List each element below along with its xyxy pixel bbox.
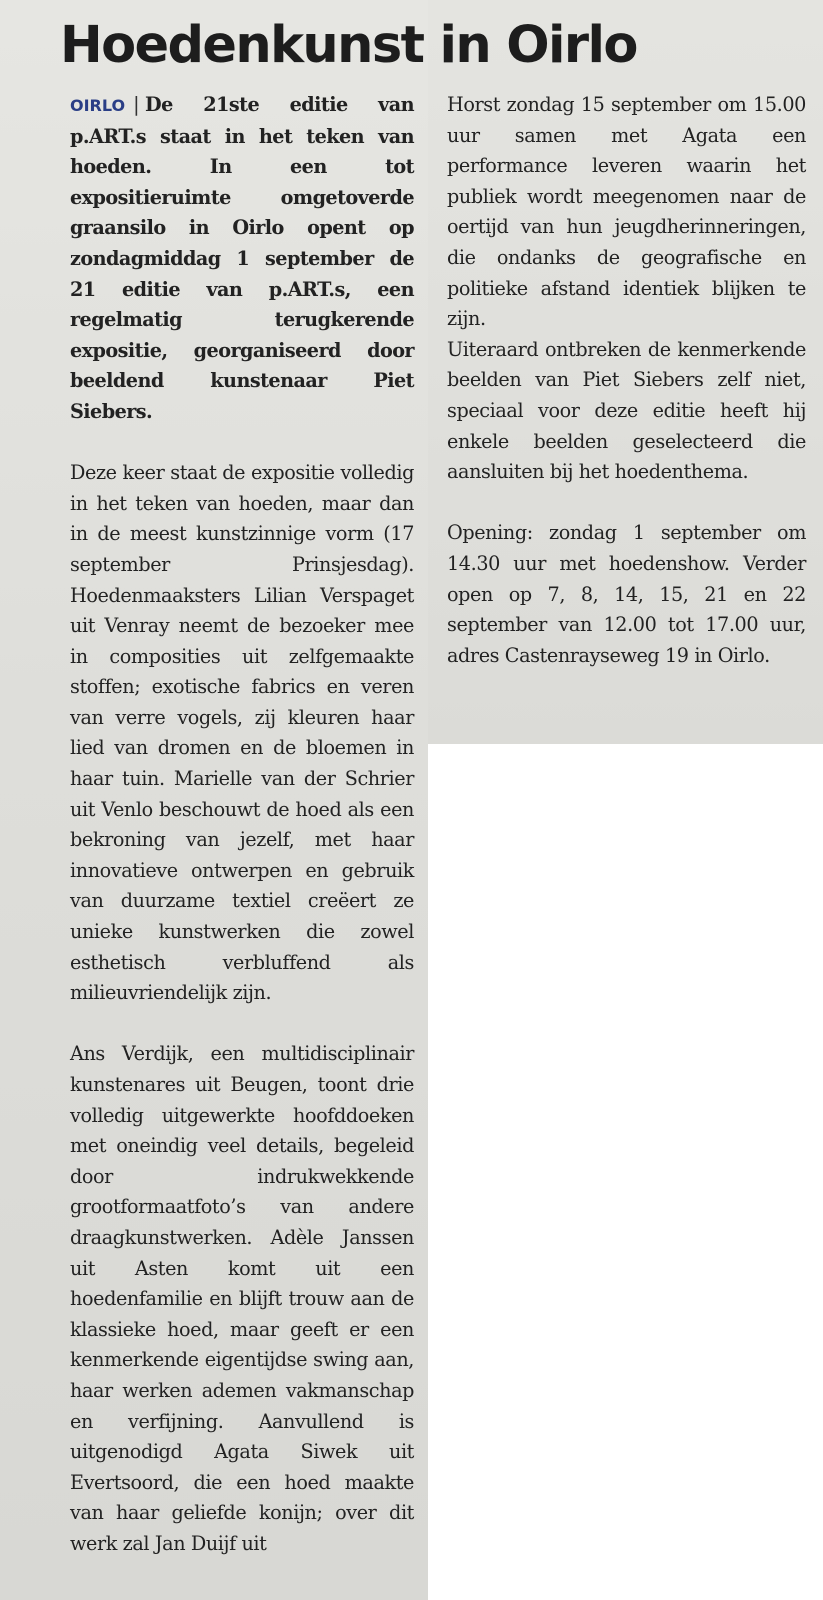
article-paragraph-3: Uiteraard ontbreken de kenmerkende beelden van Piet Siebers zelf niet, speciaal voor deze editie heeft hij enkele beelden geselecteerd die aansluiten bij het hoedenthema. (447, 337, 806, 484)
opening-info: Opening: zondag 1 september om 14.30 uur met hoedenshow. Verder open op 7, 8, 14, 15, 21 en 22 september van 12.00 tot 17.00 uur, adres Castenrayseweg 19 in Oirlo. (447, 521, 806, 667)
article-paragraph-2-continued: Horst zondag 15 september om 15.00 uur samen met Agata een performance leveren waarin het publiek wordt meegenomen naar de oertijd van hun jeugdherinneringen, die ondanks de geografische en politieke afstand identiek blijken te zijn. (447, 93, 806, 331)
article-headline: Hoedenkunst in Oirlo (60, 16, 637, 75)
article-lead (70, 90, 414, 428)
article-paragraph-1: Deze keer staat de expositie volledig in het teken van hoeden, maar dan in de meest kunstzinnige vorm (17 september Prinsjesdag). Hoedenmaaksters Lilian Verspaget uit Venray neemt de bezoeker mee in composities uit zelfgemaakte stoffen; exotische fabrics en veren van verre vogels, zij kleuren haar lied van dromen en de bloemen in haar tuin. Marielle van der Schrier uit Venlo beschouwt de hoed als een bekroning van jezelf, met haar innovatieve ontwerpen en gebruik van duurzame textiel creëert ze unieke kunstwerken die zowel esthetisch verbluffend als milieuvriendelijk zijn. (70, 461, 414, 1005)
article-column-left (70, 90, 414, 1560)
lead-text: De 21ste editie van p.ART.s staat in het teken van hoeden. In een tot expositieruimte omgetoverde graansilo in Oirlo opent op zondagmiddag 1 september de 21 editie van p.ART.s, een regelmatig terugkerende expositie, georganiseerd door beeldend kunstenaar Piet Siebers. (70, 93, 414, 423)
article-paragraph-2: Ans Verdijk, een multidisciplinair kunstenares uit Beugen, toont drie volledig uitgewerkte hoofddoeken met oneindig veel details, begeleid door indrukwekkende grootformaatfoto’s van andere draagkunstwerken. Adèle Janssen uit Asten komt uit een hoedenfamilie en blijft trouw aan de klassieke hoed, maar geeft er een kenmerkende eigentijdse swing aan, haar werken ademen vakmanschap en verfijning. Aanvullend is uitgenodigd Agata Siwek uit Evertsoord, die een hoed maakte van haar geliefde konijn; over dit werk zal Jan Duijf uit (70, 1042, 414, 1555)
dateline-separator: | (133, 93, 140, 116)
dateline: OIRLO (70, 96, 126, 115)
article-column-right (447, 90, 806, 671)
